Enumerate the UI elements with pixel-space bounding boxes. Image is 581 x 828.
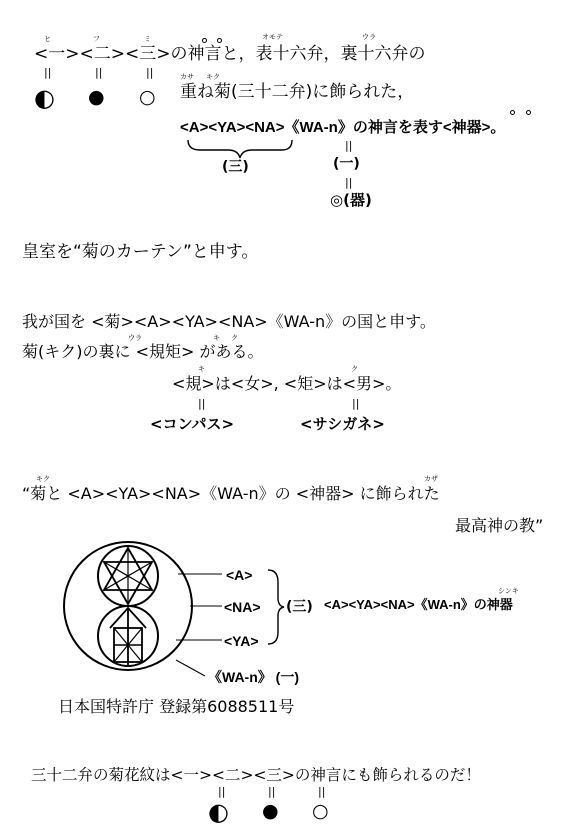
label-wan: 《WA-n》 (一) — [208, 669, 299, 685]
equals-mark: || — [146, 66, 154, 79]
equals-mark: || — [268, 785, 276, 798]
section5-line: 三十二弁の菊花紋は<一><二><三>の神言にも飾られるのだ！ — [31, 766, 481, 784]
section4-line1: “菊と <A><YA><NA>《WA-n》の <神器> に飾られた — [22, 484, 440, 503]
figure-right-text: <A><YA><NA>《WA-n》の神器 — [324, 597, 513, 612]
section1-line3: <A><YA><NA>《WA-n》の神言を表す<神器>。 — [180, 119, 506, 136]
empty-circle-icon: ○ — [312, 800, 329, 822]
equals-mark: || — [198, 397, 206, 410]
equals-mark: || — [345, 139, 353, 152]
patent-line: 日本国特許庁 登録第6088511号 — [58, 697, 295, 716]
section2-line: 皇室を“菊のカーテン”と申す。 — [22, 242, 259, 262]
half-moon-icon: ◐ — [208, 798, 229, 826]
ruby-ku: ク — [351, 365, 358, 373]
label-na: <NA> — [224, 599, 261, 615]
one-label: (一) — [333, 156, 360, 172]
section3-line3: <規>は<女>, <矩>は<男>。 — [172, 374, 402, 393]
ruby-kiku: キク — [206, 73, 220, 81]
ruby-hi: ヒ — [44, 35, 51, 43]
section1-line2: 重ね菊(三十二弁)に飾られた， — [180, 82, 415, 102]
ruby-kasa: カサ — [180, 73, 194, 81]
section1-line1: <一><二><三>の神言と，表十六弁，裏十六弁の — [34, 44, 426, 64]
section4-line2: 最高神の教” — [455, 516, 544, 535]
section3-line1: 我が国を <菊><A><YA><NA>《WA-n》の国と申す。 — [22, 312, 436, 331]
label-a: <A> — [226, 567, 253, 583]
label-three: (三) — [286, 599, 313, 615]
equals-mark: || — [318, 785, 326, 798]
ruby-mi: ミ — [144, 35, 151, 43]
equals-mark: || — [352, 397, 360, 410]
ruby-shinki: シンキ — [498, 587, 519, 595]
equals-mark: || — [218, 785, 226, 798]
ruby-omote: オモテ — [262, 33, 283, 41]
equals-mark: || — [345, 176, 353, 189]
ruby-ura: ウラ — [362, 33, 376, 41]
ruby-ku: ク — [231, 334, 238, 342]
equals-mark: || — [44, 66, 52, 79]
sashigane-label: <サシガネ> — [300, 415, 385, 433]
label-ya: <YA> — [224, 633, 259, 649]
brace-label: (三) — [222, 159, 249, 175]
full-circle-icon: ● — [262, 800, 279, 822]
half-moon-icon: ◐ — [34, 84, 55, 112]
compass-label: <コンパス> — [150, 415, 235, 433]
empty-circle-icon: ○ — [139, 86, 156, 108]
ruby-fu: フ — [93, 35, 100, 43]
ruby-ki: キ — [198, 365, 205, 373]
section3-line2: 菊(キク)の裏に <規矩> がある。 — [22, 342, 264, 361]
full-circle-icon: ● — [88, 86, 105, 108]
equals-mark: || — [95, 66, 103, 79]
ruby-kiku: キク — [36, 475, 50, 483]
ruby-ura: ウラ — [128, 334, 142, 342]
ruby-ki: キ — [213, 334, 220, 342]
ruby-kaza: カザ — [424, 475, 438, 483]
vessel-label: ◎(器) — [330, 191, 372, 209]
